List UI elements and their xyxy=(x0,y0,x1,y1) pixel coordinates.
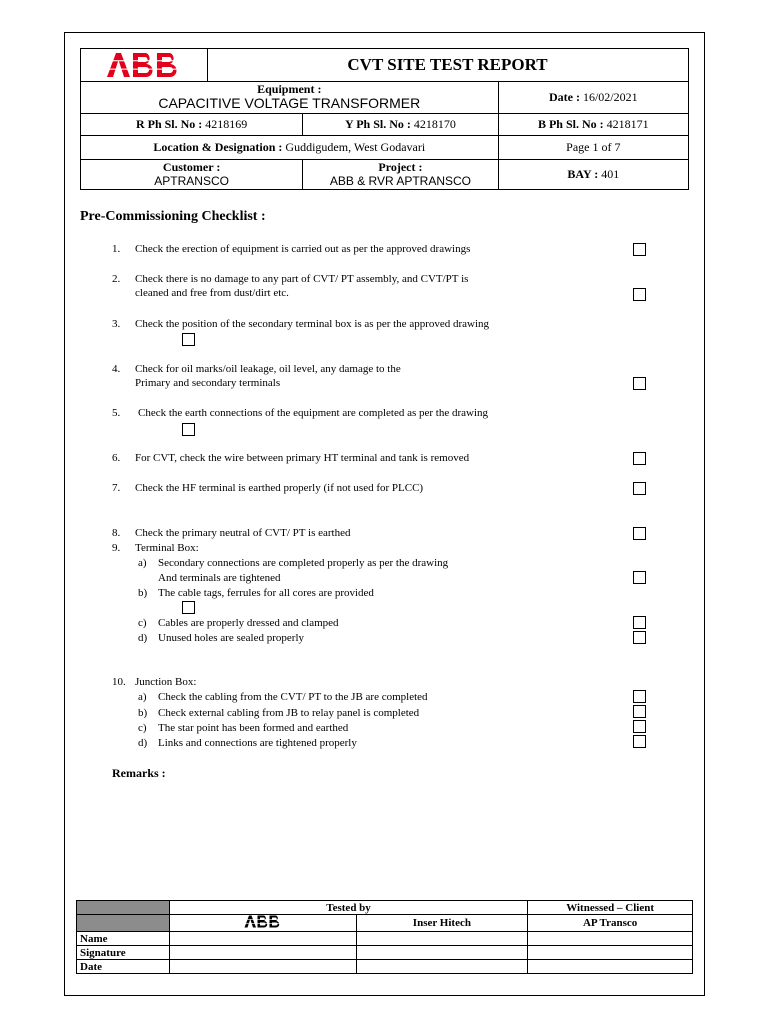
r-phase-label: R Ph Sl. No : xyxy=(135,116,203,131)
header-blank-cell xyxy=(77,915,170,932)
checkbox-icon[interactable] xyxy=(633,631,646,644)
item-number: 3. xyxy=(112,318,121,330)
table-row xyxy=(77,946,693,960)
tested-by-header: Tested by xyxy=(169,901,527,915)
sub-item-label: a) xyxy=(138,557,147,569)
checkbox-icon[interactable] xyxy=(182,601,195,614)
item-number: 10. xyxy=(112,676,126,688)
inser-hitech-header: Inser Hitech xyxy=(356,915,528,932)
item-text: cleaned and free from dust/dirt etc. xyxy=(135,287,289,299)
sub-item-label: c) xyxy=(138,722,147,734)
item-text: Check external cabling from JB to relay panel is completed xyxy=(158,707,420,719)
signature-abb-cell[interactable] xyxy=(169,946,356,960)
abb-logo xyxy=(80,48,208,82)
bay-cell xyxy=(499,160,688,189)
y-phase-value: 4218170 xyxy=(413,116,456,131)
checkbox-icon[interactable] xyxy=(633,527,646,540)
item-text: Check there is no damage to any part of CVT/ PT assembly, and CVT/PT is xyxy=(135,273,469,285)
checkbox-icon[interactable] xyxy=(633,616,646,629)
item-number: 1. xyxy=(112,243,121,255)
table-row xyxy=(77,915,693,932)
item-text: Junction Box: xyxy=(135,676,197,688)
checkbox-icon[interactable] xyxy=(633,735,646,748)
date-label: Date : xyxy=(548,89,580,104)
checkbox-icon[interactable] xyxy=(633,705,646,718)
equipment-value: CAPACITIVE VOLTAGE TRANSFORMER xyxy=(158,95,421,112)
section-title: Pre-Commissioning Checklist : xyxy=(80,209,266,224)
checkbox-icon[interactable] xyxy=(633,243,646,256)
customer-row xyxy=(80,160,689,190)
header-blank-cell xyxy=(77,901,170,915)
location-row xyxy=(80,136,689,160)
bay-value: 401 xyxy=(601,166,620,181)
item-text: Cables are properly dressed and clamped xyxy=(158,617,339,629)
sub-item-label: b) xyxy=(138,587,148,599)
item-text: Unused holes are sealed properly xyxy=(158,632,305,644)
remarks-label: Remarks : xyxy=(112,766,166,780)
witnessed-header: Witnessed – Client xyxy=(528,901,693,915)
item-text: Check the earth connections of the equipment are completed as per the drawing xyxy=(138,407,489,419)
ap-transco-header: AP Transco xyxy=(528,915,693,932)
signoff-table xyxy=(76,900,693,974)
sub-item-label: b) xyxy=(138,707,148,719)
sub-item-label: c) xyxy=(138,617,147,629)
customer-label: Customer : xyxy=(162,160,221,175)
serial-row xyxy=(80,114,689,136)
sub-item-label: d) xyxy=(138,737,148,749)
checkbox-icon[interactable] xyxy=(633,690,646,703)
sub-item-label: d) xyxy=(138,632,148,644)
name-inser-cell[interactable] xyxy=(356,932,528,946)
checkbox-icon[interactable] xyxy=(633,288,646,301)
r-phase-value: 4218169 xyxy=(205,116,248,131)
project-value: ABB & RVR APTRANSCO xyxy=(329,173,472,188)
b-phase-label: B Ph Sl. No : xyxy=(537,116,604,131)
item-text: For CVT, check the wire between primary HT terminal and tank is removed xyxy=(135,452,470,464)
table-row xyxy=(77,901,693,915)
signature-row-label: Signature xyxy=(77,946,170,960)
item-text: The cable tags, ferrules for all cores are provided xyxy=(158,587,374,599)
item-number: 8. xyxy=(112,527,121,539)
checkbox-icon[interactable] xyxy=(633,452,646,465)
checkbox-icon[interactable] xyxy=(182,333,195,346)
checkbox-icon[interactable] xyxy=(182,423,195,436)
item-text: Secondary connections are completed properly as per the drawing xyxy=(158,557,449,569)
item-text: Primary and secondary terminals xyxy=(135,377,281,389)
table-row xyxy=(77,932,693,946)
date-row-label: Date xyxy=(77,960,170,974)
date-ap-cell[interactable] xyxy=(528,960,693,974)
y-phase-label: Y Ph Sl. No : xyxy=(344,116,411,131)
date-abb-cell[interactable] xyxy=(169,960,356,974)
item-number: 2. xyxy=(112,273,121,285)
bay-label: BAY : xyxy=(567,166,599,181)
item-text: Check the erection of equipment is carried out as per the approved drawings xyxy=(135,243,471,255)
checkbox-icon[interactable] xyxy=(633,720,646,733)
equipment-cell xyxy=(81,82,499,113)
page-number: Page 1 of 7 xyxy=(566,139,621,154)
checkbox-icon[interactable] xyxy=(633,482,646,495)
item-text: Check the cabling from the CVT/ PT to the JB are completed xyxy=(158,691,428,703)
location-value: Guddigudem, West Godavari xyxy=(285,139,426,154)
checkbox-icon[interactable] xyxy=(633,377,646,390)
project-cell xyxy=(303,160,498,189)
item-number: 7. xyxy=(112,482,121,494)
y-phase-cell xyxy=(303,114,498,135)
customer-cell xyxy=(81,160,303,189)
item-number: 4. xyxy=(112,363,121,375)
r-phase-cell xyxy=(81,114,303,135)
name-ap-cell[interactable] xyxy=(528,932,693,946)
abb-logo-icon xyxy=(105,52,183,78)
customer-value: APTRANSCO xyxy=(154,173,229,188)
item-number: 5. xyxy=(112,407,121,419)
date-inser-cell[interactable] xyxy=(356,960,528,974)
b-phase-cell xyxy=(499,114,688,135)
name-row-label: Name xyxy=(77,932,170,946)
location-label: Location & Designation : xyxy=(153,139,283,154)
equipment-label: Equipment : xyxy=(257,82,322,97)
item-text: Links and connections are tightened properly xyxy=(158,737,357,749)
signature-ap-cell[interactable] xyxy=(528,946,693,960)
date-value: 16/02/2021 xyxy=(582,89,638,104)
item-text: Check the HF terminal is earthed properly (if not used for PLCC) xyxy=(135,482,424,494)
checkbox-icon[interactable] xyxy=(633,571,646,584)
item-text: The star point has been formed and earthed xyxy=(158,722,349,734)
table-row xyxy=(77,960,693,974)
report-title: CVT SITE TEST REPORT xyxy=(207,48,689,82)
item-text: Check the primary neutral of CVT/ PT is earthed xyxy=(135,527,351,539)
item-text: Check the position of the secondary terminal box is as per the approved drawing xyxy=(135,318,490,330)
item-text: Terminal Box: xyxy=(135,542,199,554)
equipment-row xyxy=(80,82,689,114)
item-number: 6. xyxy=(112,452,121,464)
date-cell xyxy=(499,82,688,113)
project-label: Project : xyxy=(378,160,423,175)
sub-item-label: a) xyxy=(138,691,147,703)
b-phase-value: 4218171 xyxy=(606,116,649,131)
signature-inser-cell[interactable] xyxy=(356,946,528,960)
name-abb-cell[interactable] xyxy=(169,932,356,946)
abb-column-header xyxy=(169,915,356,932)
item-text: Check for oil marks/oil leakage, oil level, any damage to the xyxy=(135,363,401,375)
item-text: And terminals are tightened xyxy=(158,572,281,584)
abb-logo-icon xyxy=(243,915,283,928)
item-number: 9. xyxy=(112,542,121,554)
location-cell xyxy=(81,136,499,159)
